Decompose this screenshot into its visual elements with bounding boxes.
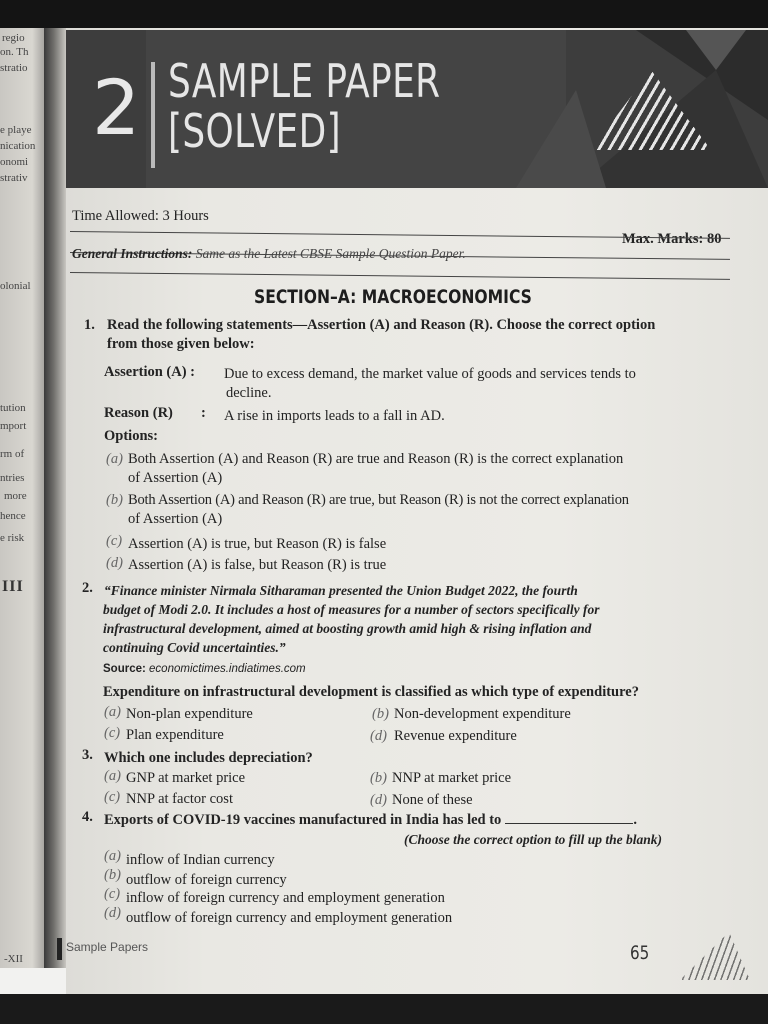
blank-end: . <box>633 812 637 828</box>
option-letter: (a) <box>104 848 121 864</box>
title-line-1: SAMPLE PAPER <box>168 54 441 108</box>
option-text: Assertion (A) is false, but Reason (R) is true <box>128 557 387 573</box>
assertion-text: decline. <box>226 385 272 401</box>
left-page-text: regio <box>2 32 25 44</box>
page-number: 65 <box>630 942 650 964</box>
general-instructions <box>72 246 466 262</box>
left-page-text: nication <box>0 140 36 152</box>
question-text: Expenditure on infrastructural development is classified as which type of expenditure? <box>103 684 639 700</box>
left-page-text: e playe <box>0 124 32 136</box>
question-text <box>104 812 637 829</box>
left-page-text: strativ <box>0 172 28 184</box>
option-letter: (c) <box>104 725 121 741</box>
instructions-label: General Instructions: <box>72 246 193 261</box>
option-text: Both Assertion (A) and Reason (R) are true and Reason (R) is the correct explanation <box>128 451 624 467</box>
left-page-text: olonial <box>0 280 31 292</box>
bottom-shadow <box>0 994 768 1024</box>
option-text: of Assertion (A) <box>128 511 223 527</box>
question-stem: from those given below: <box>107 336 255 352</box>
quote-text: “Finance minister Nirmala Sitharaman presented the Union Budget 2022, the fourth <box>104 583 578 598</box>
max-marks: Max. Marks: 80 <box>622 231 722 247</box>
option-letter: (c) <box>104 886 121 902</box>
options-label: Options: <box>104 428 158 444</box>
quote-text: continuing Covid uncertainties.” <box>103 640 286 655</box>
time-allowed: Time Allowed: 3 Hours <box>72 208 209 224</box>
reason-colon: : <box>201 405 206 421</box>
left-page-text: mport <box>0 420 27 432</box>
option-letter: (d) <box>370 728 387 744</box>
source-text: economictimes.indiatimes.com <box>149 663 306 675</box>
option-text: inflow of Indian currency <box>126 852 275 868</box>
option-letter: (b) <box>104 867 121 883</box>
title-divider <box>151 62 155 168</box>
left-page-text: on. Th <box>0 46 29 58</box>
question-text: Which one includes depreciation? <box>104 750 313 766</box>
left-page-footer: -XII <box>4 953 23 965</box>
option-text: Non-development expenditure <box>394 706 571 722</box>
left-page-text: ntries <box>0 472 25 484</box>
option-letter: (b) <box>372 706 389 722</box>
question-stem: Read the following statements—Assertion (A) and Reason (R). Choose the correct option <box>107 317 656 333</box>
assertion-text: Due to excess demand, the market value of goods and services tends to <box>224 366 636 382</box>
option-text: outflow of foreign currency and employment generation <box>126 910 453 926</box>
footer-label: Sample Papers <box>66 940 149 954</box>
option-text: Both Assertion (A) and Reason (R) are true, but Reason (R) is not the correct explanation <box>128 492 629 508</box>
option-text: NNP at market price <box>392 770 512 786</box>
option-text: Non-plan expenditure <box>126 706 253 722</box>
book-spine-shadow <box>44 28 68 968</box>
chapter-number: 2 <box>92 63 141 152</box>
source-label: Source: <box>103 663 146 675</box>
left-facing-page <box>0 28 46 968</box>
option-text: of Assertion (A) <box>128 470 223 486</box>
option-letter: (d) <box>106 555 123 571</box>
option-letter: (b) <box>106 492 123 508</box>
option-letter: (d) <box>104 905 121 921</box>
option-text: Assertion (A) is true, but Reason (R) is false <box>128 536 387 552</box>
question-number: 4. <box>82 809 93 825</box>
option-letter: (c) <box>106 533 123 549</box>
title-line-2: [SOLVED] <box>168 104 342 158</box>
fill-instruction: (Choose the correct option to fill up the blank) <box>404 832 663 847</box>
instructions-text: Same as the Latest CBSE Sample Question Paper. <box>195 246 466 261</box>
reason-text: A rise in imports leads to a fall in AD. <box>224 408 445 424</box>
option-text: GNP at market price <box>126 770 246 786</box>
option-letter: (d) <box>370 792 387 808</box>
quote-text: infrastructural development, aimed at boosting growth amid high & rising inflation and <box>103 621 592 636</box>
option-text: inflow of foreign currency and employment generation <box>126 890 445 906</box>
page-title <box>168 56 440 156</box>
option-text: Plan expenditure <box>126 727 224 743</box>
question-number: 1. <box>84 317 95 333</box>
quote-text: budget of Modi 2.0. It includes a host of measures for a number of sectors specifically for <box>103 602 600 617</box>
reason-label: Reason (R) <box>104 405 173 421</box>
left-page-text: onomi <box>0 156 29 168</box>
assertion-label: Assertion (A) : <box>104 364 196 380</box>
option-text: None of these <box>392 792 473 808</box>
option-letter: (a) <box>104 768 121 784</box>
fill-blank-line <box>505 823 633 824</box>
left-page-text: tution <box>0 402 26 414</box>
left-page-bars: III <box>2 578 24 595</box>
left-page-text: more <box>4 490 27 502</box>
footer-marker <box>57 938 62 960</box>
left-page-text: e risk <box>0 532 25 544</box>
left-page-text: rm of <box>0 448 25 460</box>
question-number: 3. <box>82 747 93 763</box>
left-page-text: hence <box>0 510 26 522</box>
top-shadow <box>0 0 768 30</box>
option-text: outflow of foreign currency <box>126 872 287 888</box>
option-letter: (a) <box>106 451 123 467</box>
option-letter: (c) <box>104 789 121 805</box>
section-title: SECTION–A: MACROECONOMICS <box>254 286 532 308</box>
source-line <box>103 663 306 675</box>
option-text: Revenue expenditure <box>394 728 517 744</box>
question-number: 2. <box>82 580 93 596</box>
question-stem: Exports of COVID-19 vaccines manufactured in India has led to <box>104 812 502 828</box>
option-letter: (a) <box>104 704 121 720</box>
option-text: NNP at factor cost <box>126 791 233 807</box>
option-letter: (b) <box>370 770 387 786</box>
left-page-text: stratio <box>0 62 28 74</box>
